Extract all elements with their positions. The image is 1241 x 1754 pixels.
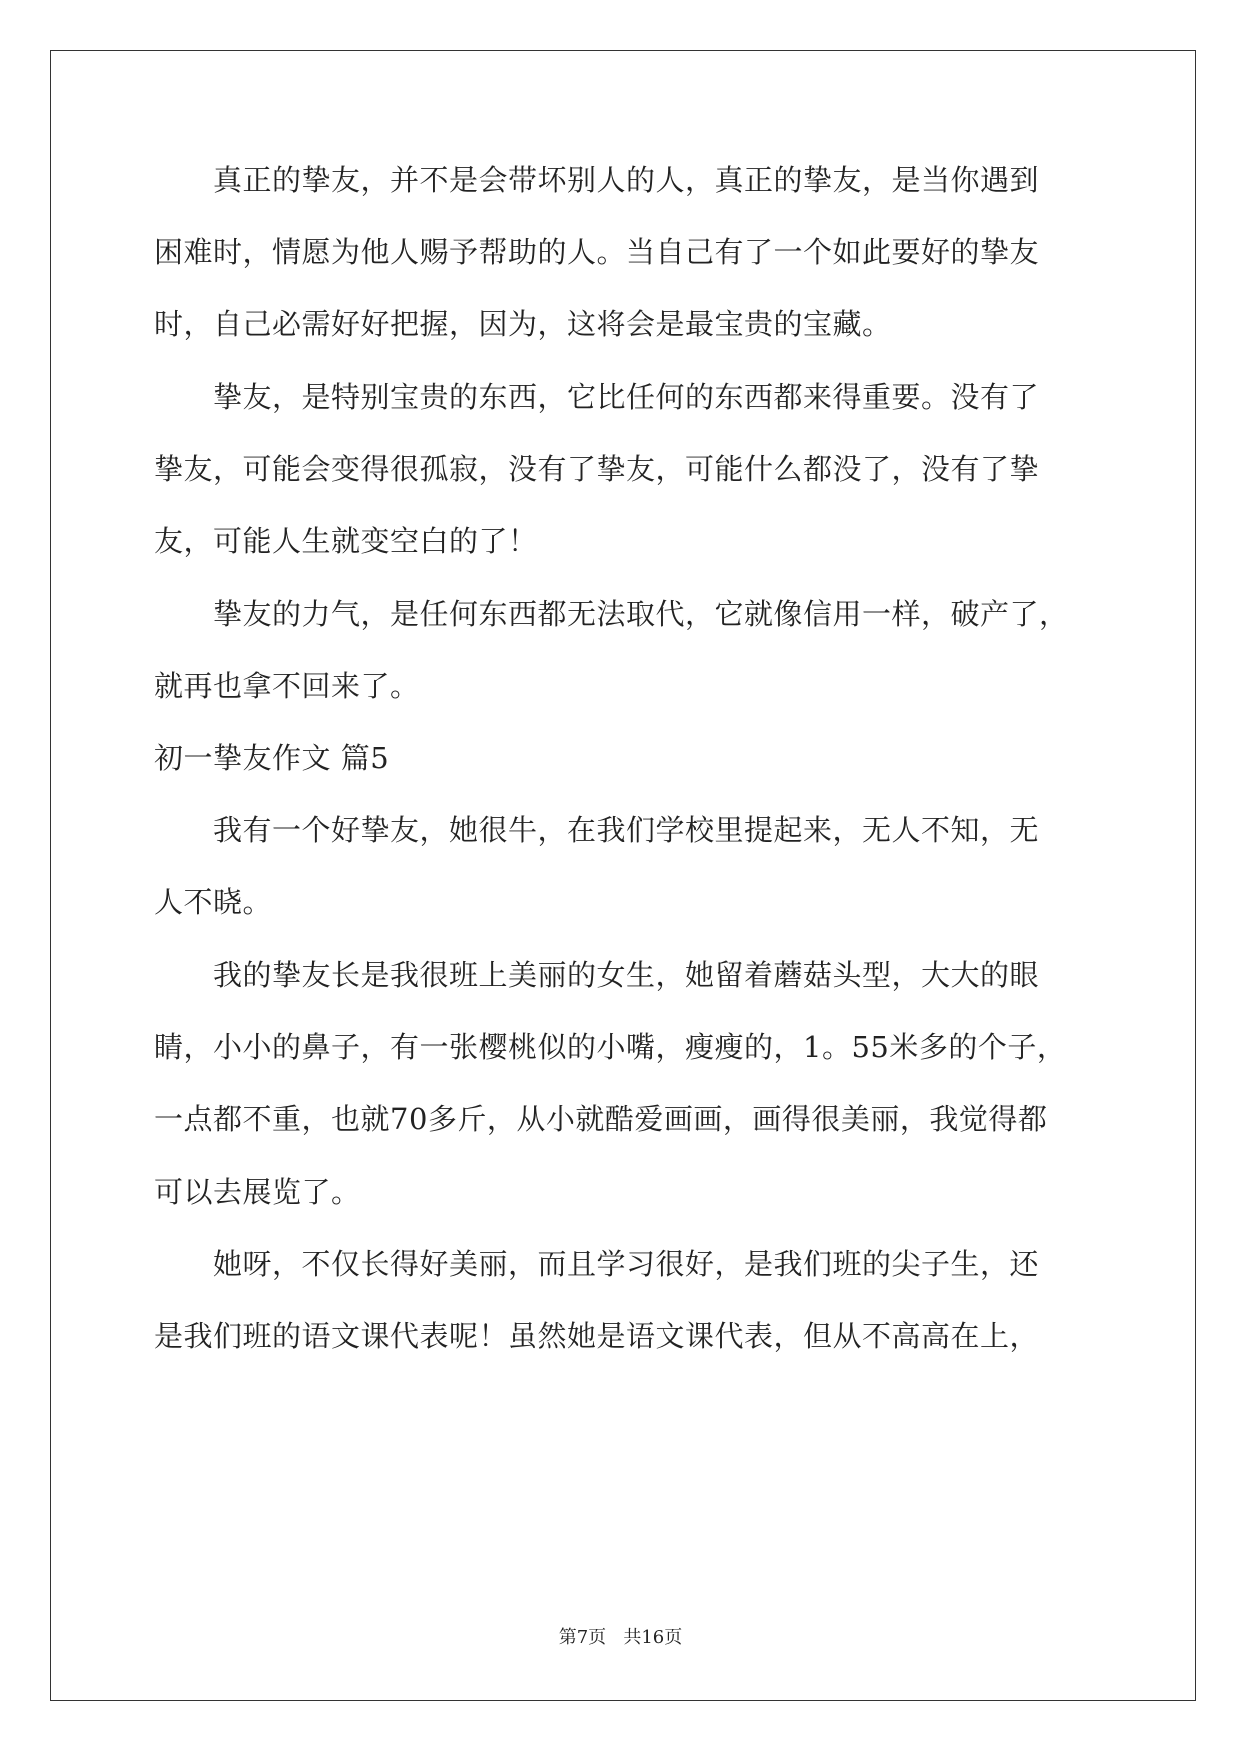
text-line: 可以去展览了。 — [154, 1175, 361, 1209]
text-line: 我的挚友长是我很班上美丽的女生，她留着蘑菇头型，大大的眼 — [154, 958, 1040, 992]
page-border — [50, 50, 1196, 1701]
text-line: 友，可能人生就变空白的了！ — [154, 524, 538, 558]
text-line: 挚友，可能会变得很孤寂，没有了挚友，可能什么都没了，没有了挚 — [154, 452, 1040, 486]
section-heading: 初一挚友作文 篇5 — [154, 741, 390, 775]
text-line: 是我们班的语文课代表呢！虽然她是语文课代表，但从不高高在上， — [154, 1319, 1040, 1353]
text-line: 真正的挚友，并不是会带坏别人的人，真正的挚友，是当你遇到 — [154, 163, 1040, 197]
text-line: 挚友，是特别宝贵的东西，它比任何的东西都来得重要。没有了 — [154, 380, 1040, 414]
text-line: 一点都不重，也就70多斤，从小就酷爱画画，画得很美丽，我觉得都 — [154, 1102, 1048, 1136]
text-line: 人不晓。 — [154, 885, 273, 919]
text-line: 时，自己必需好好把握，因为，这将会是最宝贵的宝藏。 — [154, 307, 892, 341]
text-line: 我有一个好挚友，她很牛，在我们学校里提起来，无人不知，无 — [154, 813, 1040, 847]
text-line: 睛，小小的鼻子，有一张樱桃似的小嘴，瘦瘦的，1。55米多的个子， — [154, 1030, 1067, 1064]
text-line: 就再也拿不回来了。 — [154, 669, 420, 703]
page-number: 第7页 共16页 — [558, 1627, 683, 1648]
text-line: 她呀，不仅长得好美丽，而且学习很好，是我们班的尖子生，还 — [154, 1247, 1040, 1281]
text-line: 挚友的力气，是任何东西都无法取代，它就像信用一样，破产了， — [154, 597, 1069, 631]
text-line: 困难时，情愿为他人赐予帮助的人。当自己有了一个如此要好的挚友 — [154, 235, 1040, 269]
